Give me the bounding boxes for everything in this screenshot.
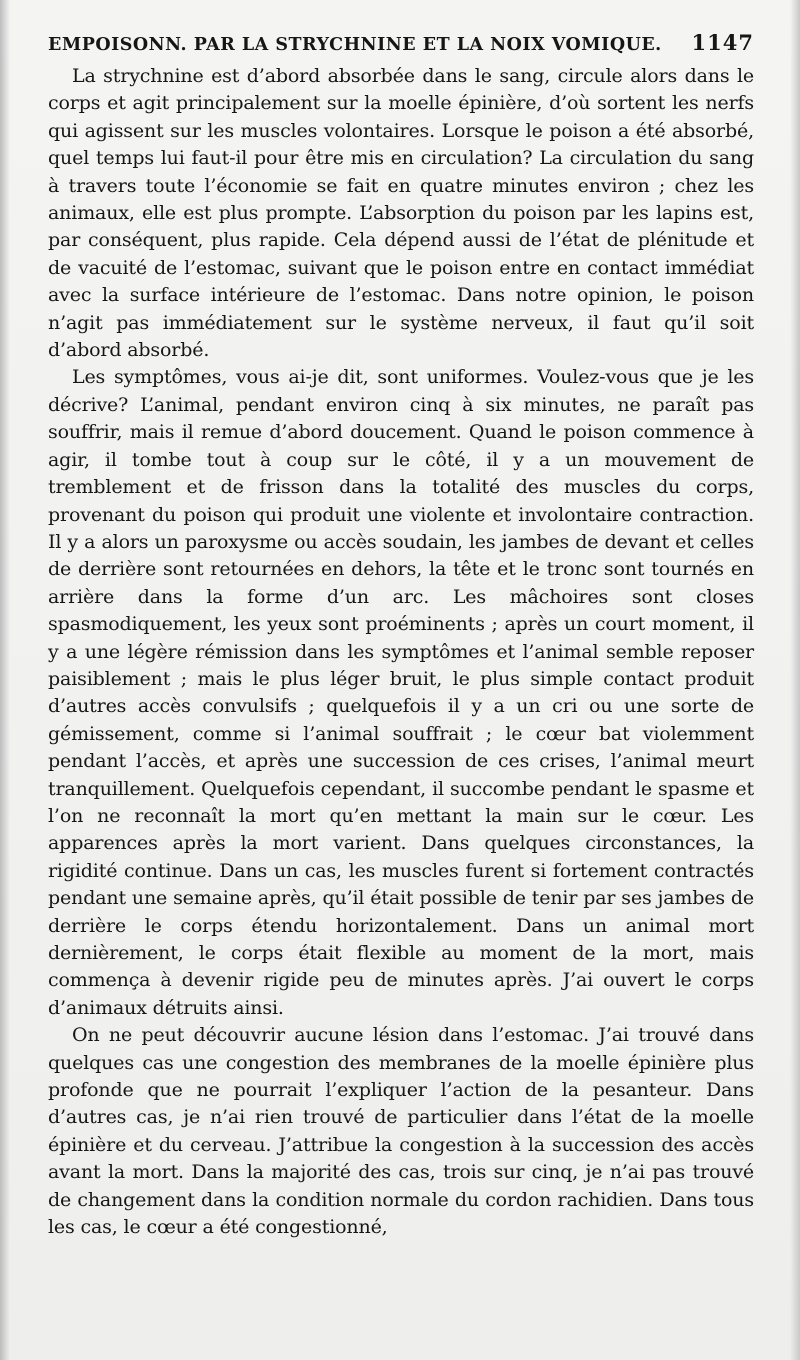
body-text bbox=[48, 63, 754, 1241]
running-title: EMPOISONN. PAR LA STRYCHNINE ET LA NOIX VOMIQUE. bbox=[48, 35, 662, 55]
page-number: 1147 bbox=[691, 30, 754, 55]
paragraph-symptoms: Les symptômes, vous ai-je dit, sont uniformes. Voulez-vous que je les décrive? L’animal, pendant environ cinq à six minutes, ne paraît pas souffrir, mais il remue d’abord doucement. Quand le poison commence à agir, il tombe tout à coup sur le côté, il y a un mouvement de tremblement et de frisson dans la totalité des muscles du corps, provenant du poison qui produit une violente et involontaire contraction. Il y a alors un paroxysme ou accès soudain, les jambes de devant et celles de derrière sont retournées en dehors, la tête et le tronc sont tournés en arrière dans la forme d’un arc. Les mâchoires sont closes spasmodiquement, les yeux sont proéminents ; après un court moment, il y a une légère rémission dans les symptômes et l’animal semble reposer paisiblement ; mais le plus léger bruit, le plus simple contact produit d’autres accès convulsifs ; quelquefois il y a un cri ou une sorte de gémissement, comme si l’animal souffrait ; le cœur bat violemment pendant l’accès, et après une succession de ces crises, l’animal meurt tranquillement. Quelquefois cependant, il succombe pendant le spasme et l’on ne reconnaît la mort qu’en mettant la main sur le cœur. Les apparences après la mort varient. Dans quelques circonstances, la rigidité continue. Dans un cas, les muscles furent si fortement contractés pendant une semaine après, qu’il était possible de tenir par ses jambes de derrière le corps étendu horizontalement. Dans un animal mort dernièrement, le corps était flexible au moment de la mort, mais commença à devenir rigide peu de minutes après. J’ai ouvert le corps d’animaux détruits ainsi. bbox=[48, 366, 754, 1019]
paragraph-lesions: On ne peut découvrir aucune lésion dans l’estomac. J’ai trouvé dans quelques cas une congestion des membranes de la moelle épinière plus profonde que ne pourrait l’expliquer l’action de la pesanteur. Dans d’autres cas, je n’ai rien trouvé de particulier dans l’état de la moelle épinière et du cerveau. J’attribue la congestion à la succession des accès avant la mort. Dans la majorité des cas, trois sur cinq, je n’ai pas trouvé de changement dans la condition normale du cordon rachidien. Dans tous les cas, le cœur a été congestionné, bbox=[48, 1024, 754, 1239]
running-head bbox=[48, 30, 754, 55]
paragraph-absorption: La strychnine est d’abord absorbée dans le sang, circule alors dans le corps et agit principalement sur la moelle épinière, d’où sortent les nerfs qui agissent sur les muscles volontaires. Lorsque le poison a été absorbé, quel temps lui faut-il pour être mis en circulation? La circulation du sang à travers toute l’économie se fait en quatre minutes environ ; chez les animaux, elle est plus prompte. L’absorption du poison par les lapins est, par conséquent, plus rapide. Cela dépend aussi de l’état de plénitude et de vacuité de l’estomac, suivant que le poison entre en contact immédiat avec la surface intérieure de l’estomac. Dans notre opinion, le poison n’agit pas immédiatement sur le système nerveux, il faut qu’il soit d’abord absorbé. bbox=[48, 65, 754, 362]
